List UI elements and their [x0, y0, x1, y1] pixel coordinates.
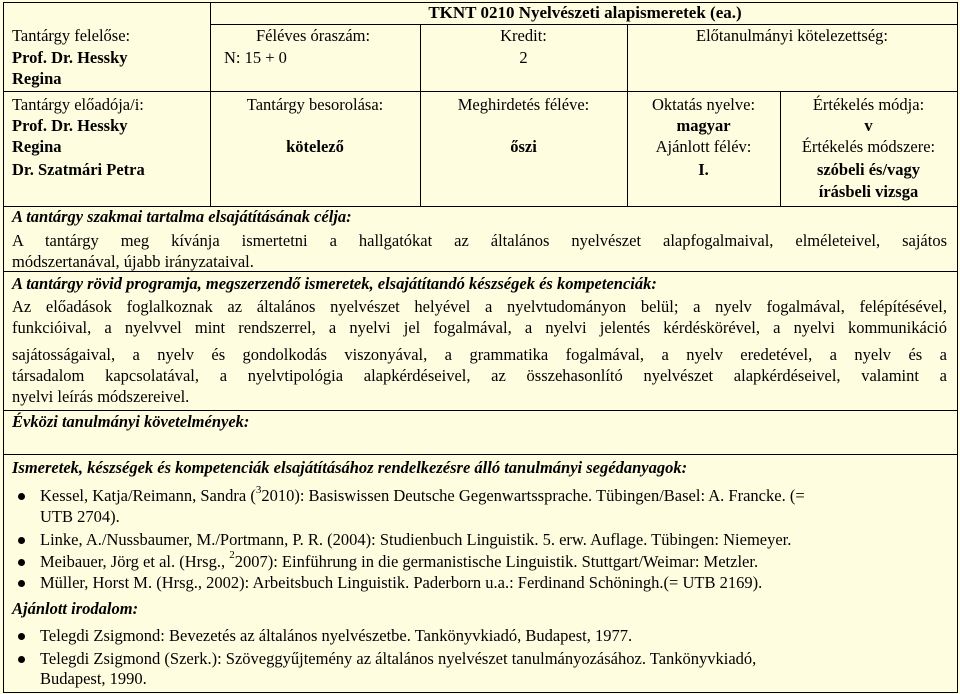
- list-item: Telegdi Zsigmond: Bevezetés az általános nyelvészetbe. Tankönyvkiadó, Budapest, 1977.: [40, 626, 940, 647]
- irodalom-heading: Ajánlott irodalom:: [12, 599, 139, 618]
- row-divider: [210, 24, 958, 25]
- ajanlott-value: I.: [698, 160, 709, 179]
- list-item: Linke, A./Nussbaumer, M./Portmann, P. R. (2004): Studienbuch Linguistik. 5. erw. Auflage. Tübingen: Niemeyer.: [40, 530, 940, 551]
- meghirdetes-value: őszi: [510, 137, 537, 156]
- ajanlott-label: Ajánlott félév:: [655, 137, 752, 156]
- felelos-label: Tantárgy felelőse:: [12, 26, 131, 45]
- irodalom-list: [0, 626, 940, 690]
- ertekeles-mod-label: Értékelés módja:: [812, 95, 925, 114]
- course-title: TKNT 0210 Nyelvészeti alapismeretek (ea.): [428, 3, 742, 22]
- list-item: Kessel, Katja/Reimann, Sandra ($^3$2010): Basiswissen Deutsche Gegenwartssprache. Tübingen/Basel: A. Francke. (= UTB 2704).: [40, 486, 940, 527]
- nyelv-label: Oktatás nyelve:: [651, 95, 756, 114]
- row-divider: [3, 410, 958, 411]
- elotanulmany-label: Előtanulmányi kötelezettség:: [696, 26, 888, 45]
- kredit-label: Kredit:: [500, 26, 547, 45]
- program-text: Az előadások foglalkoznak az általános nyelvészet helyével a nyelvtudományon belül; a nyelv fogalmával, felépítésével,: [12, 297, 947, 316]
- list-item: Müller, Horst M. (Hrsg., 2002): Arbeitsbuch Linguistik. Paderborn u.a.: Ferdinand Schöningh.(= UTB 2169).: [40, 573, 940, 594]
- oraszam-label: Féléves óraszám:: [256, 26, 371, 45]
- program-heading: A tantárgy rövid programja, megszerzendő ismeretek, elsajátítandó készségek és kompetenciák:: [12, 274, 657, 293]
- kredit-value: 2: [519, 48, 528, 67]
- segedanyag-list: [0, 483, 940, 594]
- eloado-label: Tantárgy előadója/i:: [12, 95, 144, 114]
- ertekeles-mod-value: v: [864, 116, 873, 135]
- segedanyag-heading: Ismeretek, készségek és kompetenciák elsajátításához rendelkezésre álló tanulmányi segédanyagok:: [12, 458, 688, 477]
- list-item: Telegdi Zsigmond (Szerk.): Szöveggyűjtemény az általános nyelvészet tanulmányozásához. Tankönyvkiadó, Budapest, 1990.: [40, 649, 940, 690]
- border-bottom: [3, 692, 958, 693]
- row-divider: [3, 454, 958, 455]
- border-right: [957, 2, 958, 693]
- oraszam-value: N: 15 + 0: [224, 48, 287, 67]
- celja-heading: A tantárgy szakmai tartalma elsajátításának célja:: [12, 207, 352, 226]
- eloado-name: Prof. Dr. Hessky: [12, 116, 128, 135]
- meghirdetes-label: Meghirdetés féléve:: [457, 95, 590, 114]
- besorolas-value: kötelező: [286, 137, 344, 156]
- ertekeles-modszer-value: írásbeli vizsga: [818, 182, 919, 201]
- celja-text: módszertanával, újabb irányzataival.: [12, 252, 254, 271]
- program-text: nyelvi leírás módszereivel.: [12, 387, 190, 406]
- program-text: funkcióival, a nyelvvel mint rendszerrel, a nyelvi jel fogalmával, a nyelvi jelentés kérdéskörével, a nyelvi kommunikáció: [12, 318, 947, 337]
- program-text: társadalom kapcsolatával, a nyelvtipológia alapkérdéseivel, az összehasonlító nyelvészet alapkérdéseivel, valamint a: [12, 366, 947, 385]
- eloado-name: Regina: [12, 137, 62, 156]
- program-text: sajátosságaival, a nyelv és gondolkodás viszonyával, a grammatika fogalmával, a nyelv eredetével, a nyelv és a: [12, 345, 947, 364]
- felelos-name: Regina: [12, 69, 62, 88]
- felelos-name: Prof. Dr. Hessky: [12, 48, 128, 67]
- list-item: Meibauer, Jörg et al. (Hrsg., $^2$2007): Einführung in die germanistische Linguistik. Stuttgart/Weimar: Metzler.: [40, 552, 940, 573]
- row-divider: [3, 91, 958, 92]
- eloado-name: Dr. Szatmári Petra: [12, 160, 145, 179]
- celja-text: A tantárgy meg kívánja ismertetni a hallgatókat az általános nyelvészet alapfogalmaival, elméleteivel, sajátos: [12, 231, 947, 250]
- besorolas-label: Tantárgy besorolása:: [246, 95, 384, 114]
- ertekeles-modszer-value: szóbeli és/vagy: [816, 160, 921, 179]
- evkozi-heading: Évközi tanulmányi követelmények:: [12, 412, 250, 431]
- ertekeles-modszer-label: Értékelés módszere:: [801, 137, 936, 156]
- nyelv-value: magyar: [676, 116, 731, 135]
